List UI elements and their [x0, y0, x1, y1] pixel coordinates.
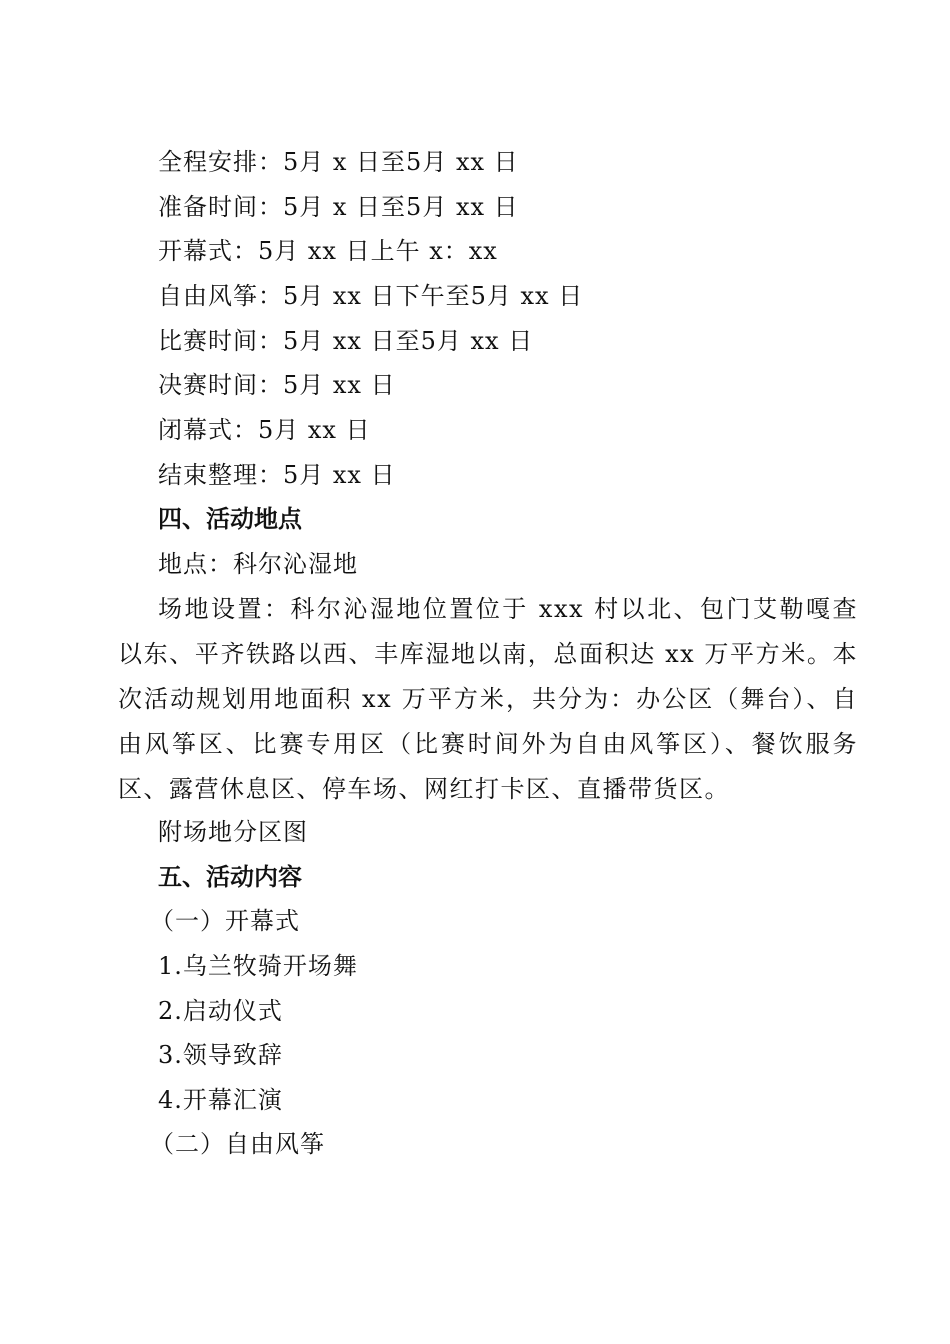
- schedule-line-overall: 全程安排：5月 x 日至5月 xx 日: [158, 148, 519, 176]
- list-item: 3.领导致辞: [158, 1041, 283, 1069]
- section-5-heading: 五、活动内容: [158, 863, 302, 891]
- list-item: 2.启动仪式: [158, 997, 283, 1025]
- list-item: 4.开幕汇演: [158, 1086, 283, 1114]
- schedule-line-closing: 闭幕式：5月 xx 日: [158, 416, 371, 444]
- schedule-line-wrapup: 结束整理：5月 xx 日: [158, 461, 396, 489]
- schedule-line-final: 决赛时间：5月 xx 日: [158, 371, 396, 399]
- schedule-line-preparation: 准备时间：5月 x 日至5月 xx 日: [158, 193, 519, 221]
- list-item: 1.乌兰牧骑开场舞: [158, 952, 358, 980]
- section-4-heading: 四、活动地点: [158, 505, 302, 533]
- location-line: 地点：科尔沁湿地: [158, 550, 358, 578]
- subsection-opening-heading: （一）开幕式: [150, 907, 300, 935]
- subsection-free-kite-heading: （二）自由风筝: [150, 1130, 325, 1158]
- schedule-line-opening: 开幕式：5月 xx 日上午 x：xx: [158, 237, 498, 265]
- site-setup-paragraph: 场地设置：科尔沁湿地位置位于 xxx 村以北、包门艾勒嘎查以东、平齐铁路以西、丰库湿地以南，总面积达 xx 万平方米。本次活动规划用地面积 xx 万平方米，共分为：办公区（舞台）、自由风筝区、比赛专用区（比赛时间外为自由风筝区）、餐饮服务区、露营休息区、停车场、网红打卡区、直播带货区。: [118, 595, 858, 803]
- attachment-line: 附场地分区图: [158, 818, 308, 846]
- schedule-line-competition: 比赛时间：5月 xx 日至5月 xx 日: [158, 327, 534, 355]
- schedule-line-free-kite: 自由风筝：5月 xx 日下午至5月 xx 日: [158, 282, 584, 310]
